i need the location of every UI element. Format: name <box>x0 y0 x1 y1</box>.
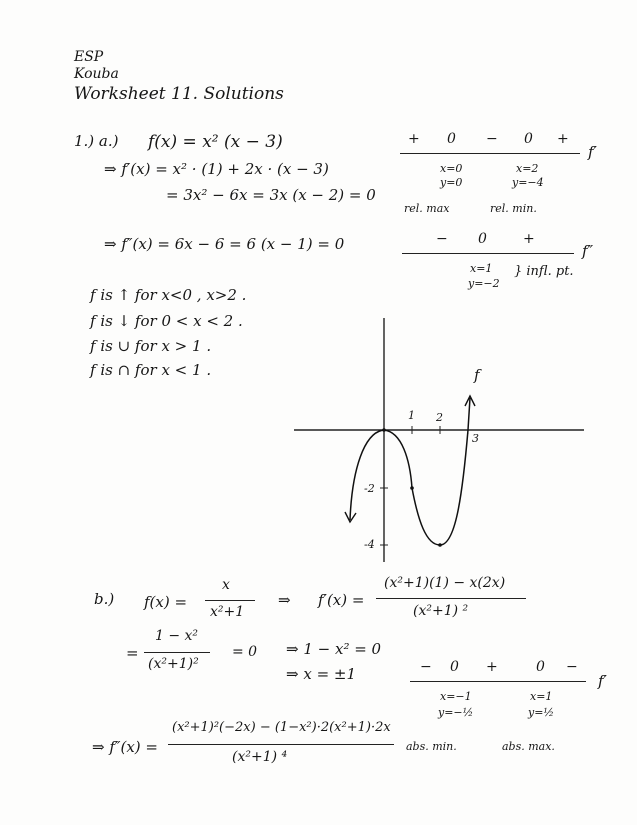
x-tick-label-1: 1 <box>408 409 415 422</box>
implies-arrow: ⇒ <box>278 591 291 609</box>
critical-x-2: x=1 <box>530 690 553 703</box>
conclusion-concave-up: f is ∪ for x > 1 . <box>90 337 212 355</box>
simplified-equals: = <box>126 644 139 662</box>
chart-label: f″ <box>582 242 594 260</box>
critical-x-2: x=2 <box>516 162 539 175</box>
solve-step-2: ⇒ x = ±1 <box>286 665 357 683</box>
sign-4: 0 <box>524 131 533 147</box>
point-inflection <box>410 486 414 490</box>
critical-type-2: abs. max. <box>502 740 555 753</box>
worksheet-title: Worksheet 11. Solutions <box>74 84 284 104</box>
first-derivative-line-2: = 3x² − 6x = 3x (x − 2) = 0 <box>166 186 376 204</box>
x-tick-label-2: 2 <box>436 411 443 424</box>
first-derivative-line-1: ⇒ f′(x) = x² · (1) + 2x · (x − 3) <box>104 160 329 178</box>
chart-label: f′ <box>588 143 597 161</box>
fraction-bar <box>376 598 526 599</box>
sign-4: 0 <box>536 659 545 675</box>
fprime-numerator: (x²+1)(1) − x(2x) <box>384 575 506 591</box>
sign-5: + <box>557 131 569 147</box>
inflection-note: } infl. pt. <box>514 264 574 279</box>
sign-2: 0 <box>478 231 487 247</box>
inflection-x: x=1 <box>470 262 493 275</box>
sign-2: 0 <box>447 131 456 147</box>
critical-type-1: rel. max <box>404 202 450 215</box>
problem-1a-label: 1.) a.) <box>74 132 119 150</box>
sign-1: + <box>408 131 420 147</box>
conclusion-concave-down: f is ∩ for x < 1 . <box>90 361 212 379</box>
critical-x-1: x=0 <box>440 162 463 175</box>
conclusion-increasing: f is ↑ for x<0 , x>2 . <box>90 286 247 304</box>
critical-type-2: rel. min. <box>490 202 537 215</box>
instructor-name: Kouba <box>74 66 119 82</box>
fprime-lhs: f′(x) = <box>318 591 365 609</box>
sign-5: − <box>566 659 578 675</box>
critical-y-1: y=0 <box>440 176 463 189</box>
critical-type-1: abs. min. <box>406 740 457 753</box>
number-line <box>410 681 586 682</box>
function-numerator: x <box>222 577 230 593</box>
fprime-denominator: (x²+1) ² <box>413 603 469 619</box>
x-tick-label-3: 3 <box>472 432 479 445</box>
problem-1a-function: f(x) = x² (x − 3) <box>148 132 283 152</box>
y-tick-label-neg2: -2 <box>364 482 375 495</box>
second-derivative-denominator: (x²+1) ⁴ <box>232 749 288 765</box>
fraction-bar <box>168 744 394 745</box>
sign-2: 0 <box>450 659 459 675</box>
simplified-equals-zero: = 0 <box>232 644 258 660</box>
simplified-denominator: (x²+1)² <box>148 656 199 672</box>
second-derivative: ⇒ f″(x) = 6x − 6 = 6 (x − 1) = 0 <box>104 235 345 253</box>
critical-y-1: y=−½ <box>438 706 474 719</box>
sign-3: − <box>486 131 498 147</box>
point-rel-max <box>382 428 386 432</box>
function-denominator: x²+1 <box>210 604 245 620</box>
simplified-numerator: 1 − x² <box>155 628 199 644</box>
sign-3: + <box>523 231 535 247</box>
curve-label: f <box>474 366 480 384</box>
inflection-y: y=−2 <box>468 277 500 290</box>
critical-y-2: y=½ <box>528 706 555 719</box>
fraction-bar <box>205 600 255 601</box>
sign-3: + <box>486 659 498 675</box>
chart-label: f′ <box>598 672 607 690</box>
course-name: ESP <box>74 49 104 65</box>
problem-1b-label: b.) <box>94 590 115 608</box>
conclusion-decreasing: f is ↓ for 0 < x < 2 . <box>90 312 243 330</box>
fraction-bar <box>144 652 210 653</box>
sign-1: − <box>436 231 448 247</box>
critical-x-1: x=−1 <box>440 690 472 703</box>
solve-step-1: ⇒ 1 − x² = 0 <box>286 640 382 658</box>
y-tick-label-neg4: -4 <box>364 538 375 551</box>
function-lhs: f(x) = <box>144 593 188 611</box>
point-rel-min <box>438 543 442 547</box>
critical-y-2: y=−4 <box>512 176 544 189</box>
second-derivative-lhs: ⇒ f″(x) = <box>92 738 158 756</box>
second-derivative-numerator: (x²+1)²(−2x) − (1−x²)·2(x²+1)·2x <box>172 720 391 735</box>
sign-1: − <box>420 659 432 675</box>
